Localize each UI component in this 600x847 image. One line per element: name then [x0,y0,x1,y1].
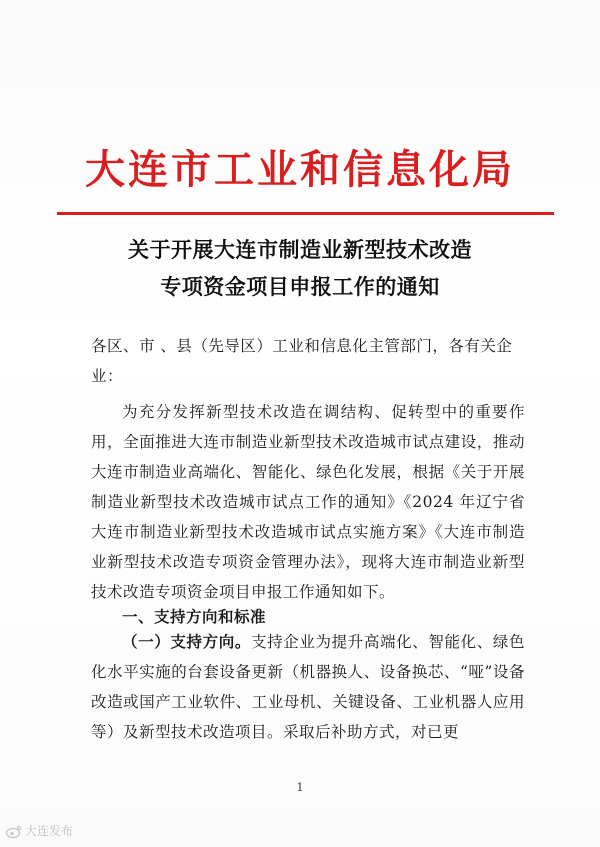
intro-paragraph: 为充分发挥新型技术改造在调结构、促转型中的重要作用，全面推进大连市制造业新型技术改造城市试点建设，推动大连市制造业高端化、智能化、绿色化发展，根据《关于开展制造业新型技术改造城市试点工作的通知》《2024 年辽宁省大连市制造业新型技术改造城市试点实施方案》《大连市制造业新型技术改造专项资金管理办法》，现将大连市制造业新型技术改造专项资金项目申报工作通知如下。 [91,403,525,601]
salutation: 各区、市 、县（先导区）工业和信息化主管部门，各有关企业： [91,337,513,385]
red-divider-line [57,212,554,215]
section-heading: 一、支持方向和标准 [122,607,267,626]
page-number: 1 [296,781,304,794]
watermark-text: 大连发布 [25,824,74,838]
support-direction-lead: （一）支持方向。 [122,632,251,651]
watermark [6,822,73,839]
weibo-logo-icon [6,824,22,838]
issuer-header: 大连市工业和信息化局 [85,146,515,193]
document-title-line-1: 关于开展大连市制造业新型技术改造 [128,237,472,262]
document-title-line-2: 专项资金项目申报工作的通知 [160,274,440,299]
support-direction-text: 支持企业为提升高端化、智能化、绿色化水平实施的台套设备更新（机器换人、设备换芯、“哑”设备改造或国产工业软件、工业母机、关键设备、工业机器人应用等）及新型技术改造项目。采取后补助方式，对已更 [91,633,525,741]
support-direction-paragraph [91,627,525,747]
